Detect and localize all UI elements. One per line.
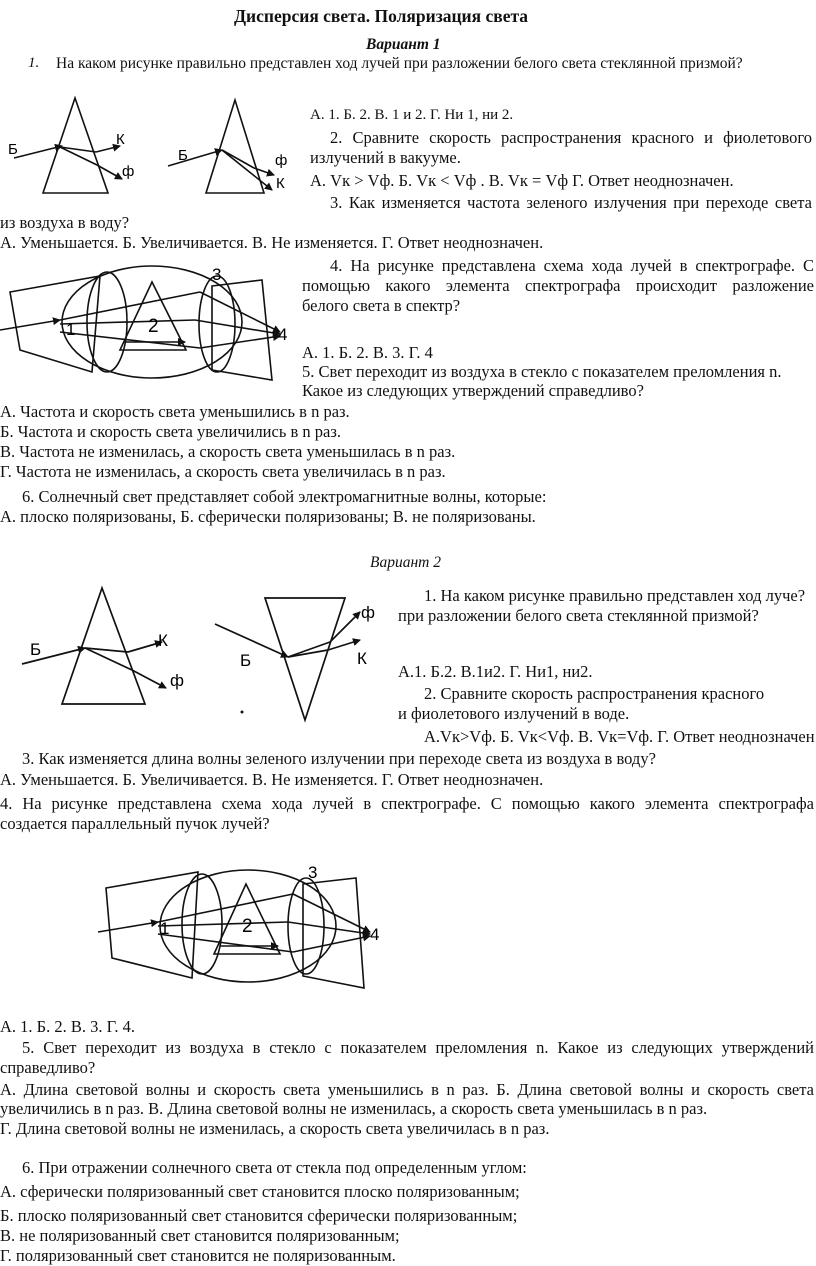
- v1-q2-line1: 2. Сравните скорость распространения красного и фиолетового: [330, 128, 812, 147]
- fig1-label-white: Б: [8, 141, 18, 158]
- v1-q4-options: А. 1. Б. 2. В. 3. Г. 4: [302, 343, 433, 362]
- v1-q5-option-a: А. Частота и скорость света уменьшились в n раз.: [0, 402, 350, 421]
- v2-q2-line1: 2. Сравните скорость распространения красного: [424, 684, 765, 703]
- v1-q3-options: А. Уменьшается. Б. Увеличивается. В. Не изменяется. Г. Ответ неоднозначен.: [0, 233, 544, 252]
- v1-spectrograph-figure: [0, 262, 300, 387]
- page-title: Дисперсия света. Поляризация света: [234, 6, 529, 26]
- v1-q5-line2: Какое из следующих утверждений справедливо?: [302, 381, 644, 400]
- v2-spec-label-2: 2: [242, 916, 253, 937]
- variant2-heading: Вариант 2: [370, 554, 441, 571]
- v1-q5-option-b: Б. Частота и скорость света увеличились в n раз.: [0, 422, 341, 441]
- v2-q4-line1: 4. На рисунке представлена схема хода лучей в спектрографе. С помощью какого элемента спектрографа: [0, 794, 814, 813]
- v2-fig1-label-violet: ф: [170, 671, 184, 690]
- v1-q4-line1: 4. На рисунке представлена схема хода лучей в спектрографе. С: [330, 256, 814, 275]
- v2-q1-line2: при разложении белого света стеклянной призмой?: [398, 606, 759, 625]
- v2-prism-figures: [0, 580, 400, 720]
- v2-q3-line1: 3. Как изменяется длина волны зеленого излучении при переходе света из воздуха в воду?: [22, 749, 656, 768]
- v2-fig2-label-white: Б: [240, 651, 252, 670]
- v2-q5-option-d: Г. Длина световой волны не изменилась, а скорость света увеличилась в n раз.: [0, 1119, 550, 1138]
- v1-q2-line2: излучений в вакууме.: [310, 148, 461, 167]
- v2-prism-figure-1: [22, 588, 166, 704]
- v2-q6-option-b: Б. плоско поляризованный свет становится сферически поляризованным;: [0, 1206, 518, 1225]
- v2-spectrograph-figure: [98, 864, 388, 994]
- v2-q5-line2: справедливо?: [0, 1058, 96, 1077]
- prism-figure-1: [14, 98, 122, 193]
- v2-q3-options: А. Уменьшается. Б. Увеличивается. В. Не изменяется. Г. Ответ неоднозначен.: [0, 770, 544, 789]
- v1-q1-number: 1.: [28, 55, 40, 71]
- v2-q4-options: А. 1. Б. 2. В. 3. Г. 4.: [0, 1017, 135, 1036]
- v2-q2-line2: и фиолетового излучений в воде.: [398, 704, 630, 723]
- v1-q3-line1: 3. Как изменяется частота зеленого излучения при переходе света: [330, 193, 812, 212]
- v2-q4-line2: создается параллельный пучок лучей?: [0, 814, 270, 833]
- v2-fig2-label-violet: ф: [361, 603, 375, 622]
- variant1-heading: Вариант 1: [366, 36, 441, 53]
- v2-spec-label-3: 3: [308, 863, 318, 882]
- fig2-label-red: К: [276, 175, 285, 192]
- v1-q1-text: На каком рисунке правильно представлен ход лучей при разложении белого света стеклянной призмой?: [56, 55, 743, 72]
- v1-spec-label-2: 2: [148, 316, 159, 337]
- v1-q6-line2: А. плоско поляризованы, Б. сферически поляризованы; В. не поляризованы.: [0, 507, 536, 526]
- v1-q5-option-d: Г. Частота не изменилась, а скорость света увеличилась в n раз.: [0, 462, 446, 481]
- v2-fig1-label-red: К: [158, 631, 168, 650]
- v1-spec-label-4: 4: [278, 325, 288, 344]
- v2-q6-line1: 6. При отражении солнечного света от стекла под определенным углом:: [22, 1158, 527, 1177]
- v1-q6-line1: 6. Солнечный свет представляет собой электромагнитные волны, которые:: [22, 487, 547, 506]
- v2-q1-options: А.1. Б.2. В.1и2. Г. Ни1, ни2.: [398, 662, 593, 681]
- v2-fig1-label-white: Б: [30, 640, 42, 659]
- fig1-label-violet: ф: [122, 163, 135, 180]
- v2-prism-figure-2: [215, 598, 360, 720]
- v1-q4-line2: помощью какого элемента спектрографа происходит разложение: [302, 276, 814, 295]
- v1-q4-line3: белого света в спектр?: [302, 296, 461, 315]
- v1-prism-figures: [0, 90, 300, 200]
- v1-q3-line2: из воздуха в воду?: [0, 213, 130, 232]
- fig2-label-violet: ф: [275, 152, 288, 169]
- v1-q5-option-c: В. Частота не изменилась, а скорость света уменьшилась в n раз.: [0, 442, 456, 461]
- v1-spec-label-3: 3: [212, 265, 222, 284]
- fig1-label-red: К: [116, 131, 125, 148]
- v2-q5-line1: 5. Свет переходит из воздуха в стекло с показателем преломления n. Какое из следующих утверждений: [22, 1038, 814, 1057]
- v2-q6-option-c: В. не поляризованный свет становится поляризованным;: [0, 1226, 400, 1245]
- v2-q1-line1: 1. На каком рисунке правильно представлен ход луче?: [424, 586, 806, 605]
- v2-q2-options: А.Vк>Vф. Б. Vк<Vф. В. Vк=Vф. Г. Ответ неоднозначен: [424, 727, 815, 746]
- v1-q5-line1: 5. Свет переходит из воздуха в стекло с показателем преломления n.: [302, 362, 782, 381]
- v2-q5-options-ab: А. Длина световой волны и скорость света уменьшились в n раз. Б. Длина световой волны и скорость света: [0, 1080, 814, 1099]
- v2-spec-label-1: 1: [160, 919, 170, 938]
- v2-q6-option-d: Г. поляризованный свет становится не поляризованным.: [0, 1246, 396, 1265]
- v2-spec-label-4: 4: [370, 925, 380, 944]
- fig2-label-white: Б: [178, 147, 188, 164]
- v1-q1-options: А. 1. Б. 2. В. 1 и 2. Г. Ни 1, ни 2.: [310, 107, 514, 123]
- v2-q5-options-bc: увеличились в n раз. В. Длина световой волны не изменилась, а скорость света уменьшилась в n раз.: [0, 1099, 708, 1118]
- v2-q6-option-a: А. сферически поляризованный свет становится плоско поляризованным;: [0, 1182, 520, 1201]
- v1-spec-label-1: 1: [66, 320, 76, 339]
- v1-q2-options: А. Vк > Vф. Б. Vк < Vф . В. Vк = Vф Г. Ответ неоднозначен.: [310, 171, 734, 190]
- v2-fig2-label-red: К: [357, 649, 367, 668]
